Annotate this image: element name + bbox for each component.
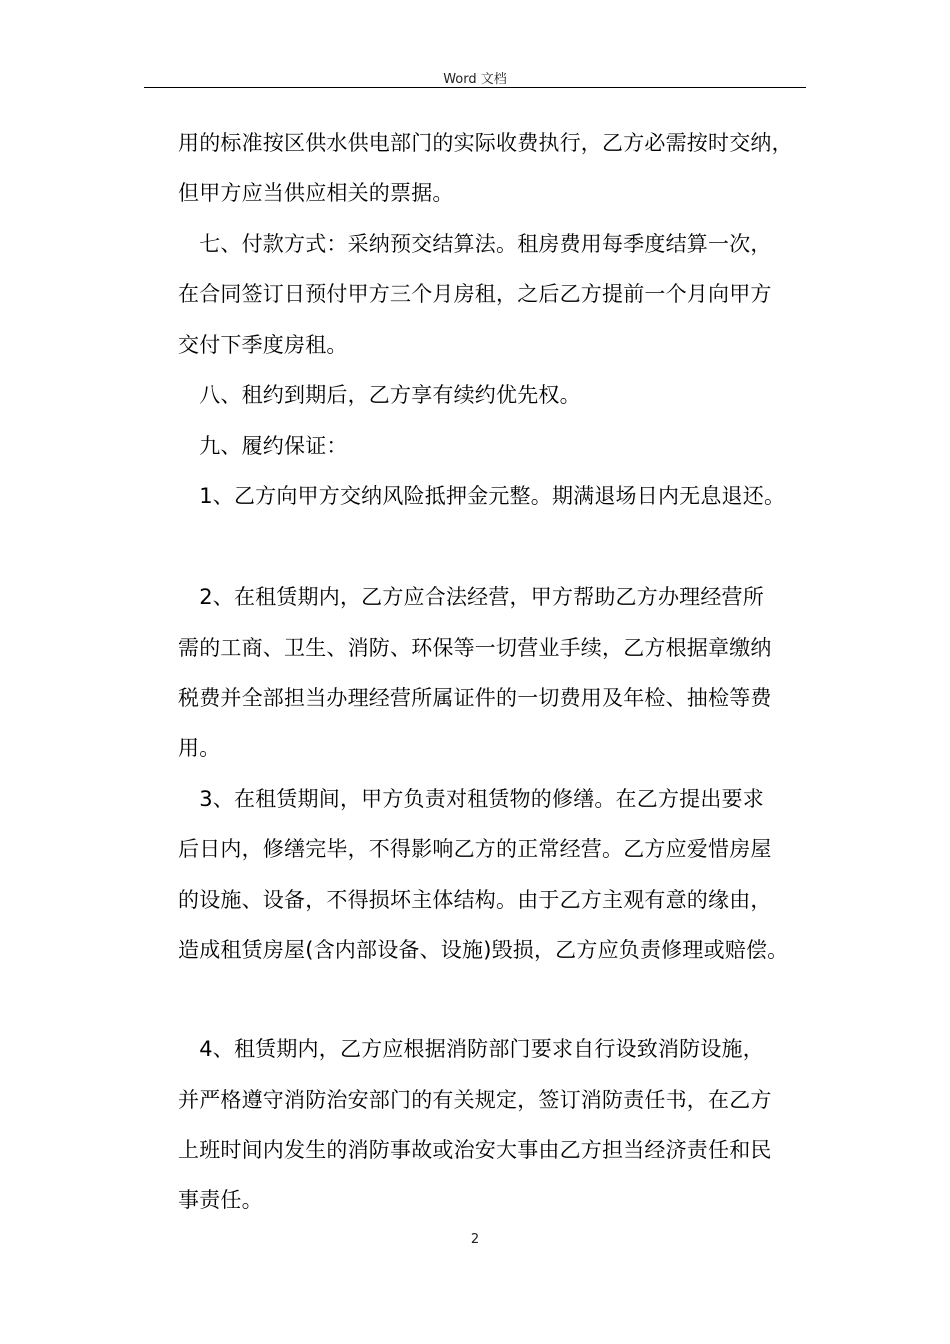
body-line: 3、在租赁期间，甲方负责对租赁物的修缮。在乙方提出要求 [178, 787, 764, 811]
body-line: 但甲方应当供应相关的票据。 [178, 181, 454, 205]
body-line: 七、付款方式：采纳预交结算法。租房费用每季度结算一次， [178, 232, 772, 256]
body-line: 4、租赁期内，乙方应根据消防部门要求自行设致消防设施， [178, 1037, 764, 1061]
body-line: 税费并全部担当办理经营所属证件的一切费用及年检、抽检等费 [178, 686, 772, 710]
body-line: 九、履约保证： [178, 434, 348, 458]
body-line: 用。 [178, 736, 221, 760]
body-line: 交付下季度房租。 [178, 333, 348, 357]
page-header: Word 文档 [443, 72, 507, 87]
body-line: 八、租约到期后，乙方享有续约优先权。 [178, 383, 581, 407]
body-line: 需的工商、卫生、消防、环保等一切营业手续，乙方根据章缴纳 [178, 636, 772, 660]
header-rule [144, 87, 806, 88]
page-number: 2 [470, 1232, 480, 1247]
body-line: 上班时间内发生的消防事故或治安大事由乙方担当经济责任和民 [178, 1138, 772, 1162]
body-line: 1、乙方向甲方交纳风险抵押金元整。期满退场日内无息退还。 [178, 484, 786, 508]
body-line: 事责任。 [178, 1188, 263, 1212]
body-line: 并严格遵守消防治安部门的有关规定，签订消防责任书，在乙方 [178, 1088, 772, 1112]
body-line: 的设施、设备，不得损坏主体结构。由于乙方主观有意的缘由， [178, 888, 772, 912]
body-line: 2、在租赁期内，乙方应合法经营，甲方帮助乙方办理经营所 [178, 585, 764, 609]
body-line: 在合同签订日预付甲方三个月房租，之后乙方提前一个月向甲方 [178, 282, 772, 306]
body-line: 造成租赁房屋(含内部设备、设施)毁损，乙方应负责修理或赔偿。 [178, 938, 789, 962]
body-line: 用的标准按区供水供电部门的实际收费执行，乙方必需按时交纳， [178, 131, 793, 155]
body-line: 后日内，修缮完毕，不得影响乙方的正常经营。乙方应爱惜房屋 [178, 837, 772, 861]
